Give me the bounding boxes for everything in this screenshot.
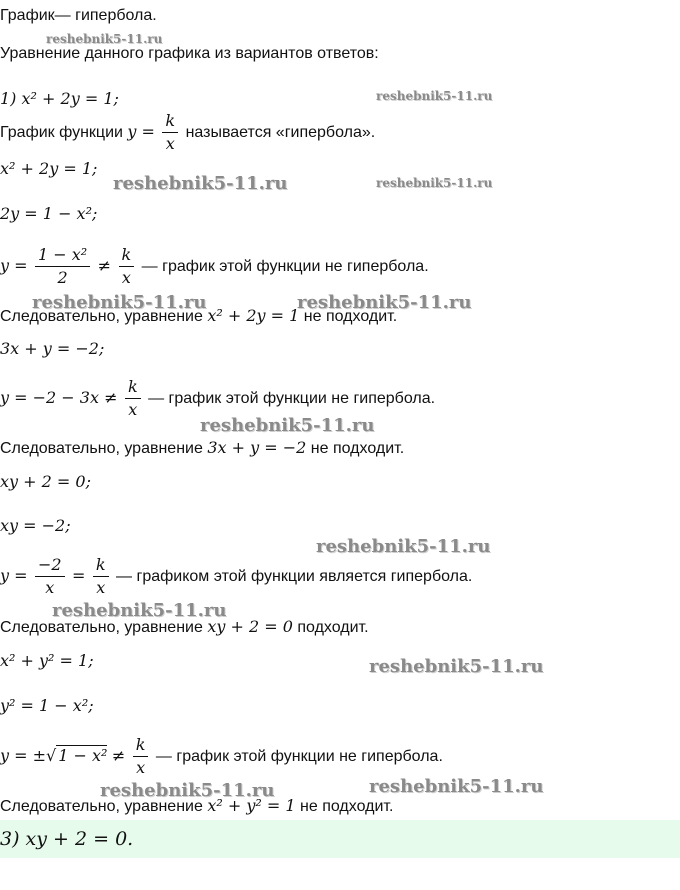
fraction-denominator: x — [96, 578, 106, 598]
equation-line — [0, 159, 97, 180]
conclusion-text: — графиком этой функции является гипербола. — [116, 568, 473, 585]
definition-suffix: называется «гипербола». — [185, 124, 376, 141]
equation-line — [0, 696, 94, 717]
conclusion-verdict: не подходит. — [303, 308, 398, 325]
derivation-line — [0, 244, 429, 289]
watermark: reshebnik5-11.ru — [316, 536, 491, 557]
conclusion-equation: xy + 2 = 0 — [207, 617, 293, 636]
fraction-numerator: −2 — [35, 554, 65, 577]
conclusion-equation: x² + 2y = 1 — [207, 306, 300, 325]
fraction-denominator: 2 — [57, 268, 68, 288]
equation-line — [0, 339, 104, 360]
equation-line — [0, 204, 97, 225]
intro-text: График— гипербола. — [0, 7, 157, 24]
fraction — [35, 554, 65, 599]
question-line — [0, 44, 379, 64]
fraction-numerator: k — [119, 244, 135, 267]
derivation-line — [0, 554, 472, 599]
definition-label: График функции — [0, 124, 123, 141]
conclusion-verdict: подходит. — [297, 619, 369, 636]
conclusion-line — [0, 438, 404, 459]
hyperbola-definition-line — [0, 110, 375, 155]
watermark: reshebnik5-11.ru — [200, 415, 375, 436]
lhs: y = — [0, 566, 28, 585]
equation-text: x² + y² = 1; — [0, 651, 94, 670]
equation-text: xy = −2; — [0, 516, 71, 535]
fraction-denominator: x — [121, 268, 131, 288]
question-text: Уравнение данного графика из вариантов ответов: — [0, 45, 379, 62]
sqrt-sign: √ — [46, 746, 57, 765]
definition-y: y = — [127, 122, 155, 141]
not-equal-sign: ≠ — [111, 746, 126, 765]
answer-box — [0, 820, 680, 858]
watermark: reshebnik5-11.ru — [113, 173, 288, 194]
lhs: y = — [0, 256, 28, 275]
fraction-numerator: k — [93, 554, 109, 577]
k-over-x-fraction — [125, 376, 141, 421]
equation-text: 2y = 1 − x²; — [0, 204, 98, 223]
watermark: reshebnik5-11.ru — [369, 656, 544, 677]
option-1-equation: 1) x² + 2y = 1; — [0, 89, 119, 108]
fraction — [35, 244, 90, 289]
conclusion-label: Следовательно, уравнение — [0, 798, 203, 815]
intro-line — [0, 6, 157, 26]
conclusion-text: — график этой функции не гипербола. — [141, 258, 429, 275]
k-over-x-fraction — [93, 554, 109, 599]
equation-text: xy + 2 = 0; — [0, 472, 91, 491]
fraction-numerator: k — [125, 376, 141, 399]
k-over-x-fraction — [162, 110, 178, 155]
conclusion-equation: 3x + y = −2 — [207, 438, 307, 457]
fraction-denominator: x — [128, 400, 138, 420]
watermark: reshebnik5-11.ru — [297, 292, 472, 313]
equal-sign: = — [72, 566, 86, 585]
equation-line — [0, 516, 71, 537]
answer-text: 3) xy + 2 = 0. — [0, 828, 134, 850]
watermark: reshebnik5-11.ru — [376, 89, 493, 103]
equation-line — [0, 651, 94, 672]
conclusion-verdict: не подходит. — [310, 440, 405, 457]
not-equal-sign: ≠ — [97, 256, 112, 275]
lhs: y = −2 − 3x ≠ — [0, 388, 118, 407]
conclusion-equation: x² + y² = 1 — [207, 796, 296, 815]
lhs: y = ± — [0, 746, 47, 765]
equation-text: y² = 1 − x²; — [0, 696, 94, 715]
watermark: reshebnik5-11.ru — [46, 32, 163, 46]
fraction-denominator: x — [45, 578, 55, 598]
watermark: reshebnik5-11.ru — [52, 600, 227, 621]
conclusion-text: — график этой функции не гипербола. — [148, 390, 436, 407]
fraction-numerator: k — [162, 110, 178, 133]
fraction-denominator: x — [136, 758, 146, 778]
conclusion-label: Следовательно, уравнение — [0, 308, 203, 325]
fraction-denominator: x — [165, 134, 175, 154]
conclusion-label: Следовательно, уравнение — [0, 619, 203, 636]
equation-text: 3x + y = −2; — [0, 339, 105, 358]
watermark: reshebnik5-11.ru — [376, 176, 493, 190]
fraction-numerator: 1 − x² — [35, 244, 90, 267]
conclusion-text: — график этой функции не гипербола. — [155, 748, 443, 765]
k-over-x-fraction — [119, 244, 135, 289]
k-over-x-fraction — [133, 734, 149, 779]
equation-text: x² + 2y = 1; — [0, 159, 98, 178]
derivation-line — [0, 734, 443, 779]
watermark: reshebnik5-11.ru — [369, 776, 544, 797]
conclusion-label: Следовательно, уравнение — [0, 440, 203, 457]
equation-line — [0, 472, 91, 493]
fraction-numerator: k — [133, 734, 149, 757]
sqrt-radicand: 1 − x² — [58, 746, 108, 765]
watermark: reshebnik5-11.ru — [32, 292, 207, 313]
conclusion-verdict: не подходит. — [300, 798, 394, 815]
option-1-line — [0, 89, 119, 110]
watermark: reshebnik5-11.ru — [100, 780, 275, 801]
